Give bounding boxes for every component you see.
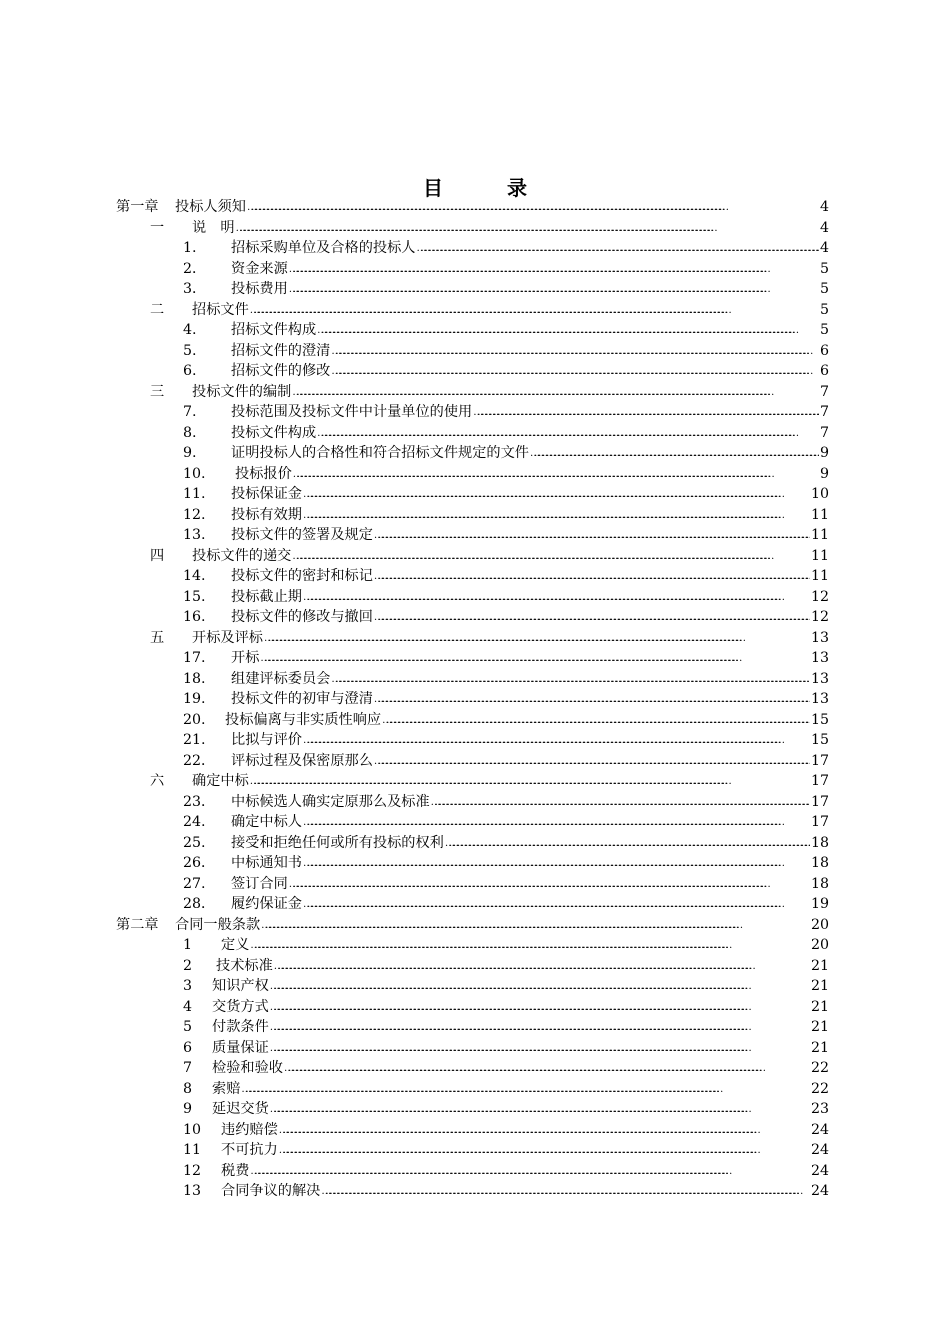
toc-entry-number: 21. [183, 732, 206, 748]
toc-entry-number: 2 [183, 957, 193, 974]
toc-entry[interactable] [0, 279, 950, 299]
toc-entry-number: 18. [183, 670, 206, 687]
toc-entry-number: 1. [183, 240, 197, 256]
toc-entry-label: 投标文件的签署及规定 [231, 527, 373, 543]
toc-entry-number: 10. [183, 465, 206, 482]
toc-entry-number: 20. [183, 711, 206, 728]
toc-entry-label: 付款条件 [212, 1019, 269, 1035]
toc-entry-label: 确定中标人 [231, 814, 302, 830]
toc-entry-page: 11 [810, 527, 829, 543]
toc-entry[interactable] [0, 1017, 950, 1037]
toc-leader-dots [236, 218, 819, 240]
toc-entry[interactable] [0, 1120, 950, 1140]
toc-entry-label: 合同争议的解决 [221, 1183, 321, 1199]
toc-entry[interactable] [0, 1058, 950, 1078]
toc-entry-page: 7 [819, 424, 829, 441]
toc-leader-dots [374, 689, 810, 711]
toc-entry[interactable] [0, 976, 950, 996]
toc-entry-label: 资金来源 [231, 260, 288, 277]
toc-title-char-2: 录 [507, 176, 527, 200]
toc-entry[interactable] [0, 771, 950, 791]
toc-entry-label: 投标文件的密封和标记 [231, 568, 373, 584]
toc-leader-dots [270, 997, 810, 1019]
toc-leader-dots [303, 812, 810, 834]
toc-entry-label: 组建评标委员会 [231, 670, 331, 687]
toc-entry-page: 15 [810, 711, 829, 728]
toc-entry-number: 26． [183, 855, 216, 871]
toc-entry-page: 18 [810, 855, 829, 871]
toc-leader-dots [270, 976, 810, 998]
toc-entry-number: 3． [183, 281, 207, 297]
toc-entry[interactable] [0, 648, 950, 668]
toc-entry-page: 12 [810, 588, 829, 605]
toc-leader-dots [284, 1058, 810, 1080]
toc-entry-label: 投标费用 [231, 281, 288, 297]
toc-entry[interactable] [0, 792, 950, 812]
toc-entry[interactable] [0, 1099, 950, 1119]
toc-entry-label: 延迟交货 [212, 1101, 269, 1117]
toc-leader-dots [331, 361, 819, 383]
toc-entry-page: 5 [819, 260, 829, 277]
toc-entry[interactable] [0, 464, 950, 484]
toc-leader-dots [270, 1038, 810, 1060]
toc-entry-page: 21 [810, 1039, 829, 1056]
toc-leader-dots [292, 382, 819, 404]
toc-entry[interactable] [0, 259, 950, 279]
toc-leader-dots [289, 279, 819, 301]
toc-leader-dots [303, 587, 810, 609]
toc-entry-page: 21 [810, 1019, 829, 1035]
toc-leader-dots [289, 259, 819, 281]
toc-entry-number: 11. [183, 486, 206, 502]
toc-entry-number: 27. [183, 875, 206, 892]
toc-leader-dots [289, 874, 810, 896]
toc-entry[interactable] [0, 484, 950, 504]
toc-entry-number: 3 [183, 978, 193, 994]
toc-entry-number: 4. [183, 322, 197, 338]
toc-entry-label: 违约赔偿 [221, 1121, 278, 1138]
toc-entry-page: 13 [810, 691, 829, 707]
toc-leader-dots [473, 402, 819, 424]
toc-entry-page: 18 [810, 834, 829, 851]
toc-entry[interactable] [0, 238, 950, 258]
toc-entry-number: 4 [183, 998, 193, 1015]
toc-entry-label: 接受和拒绝任何或所有投标的权利 [231, 834, 444, 851]
toc-entry[interactable] [0, 402, 950, 422]
toc-entry-number: 17. [183, 650, 206, 666]
toc-entry[interactable] [0, 546, 950, 566]
toc-leader-dots [279, 1120, 810, 1142]
toc-entry-page: 9 [819, 465, 829, 482]
toc-entry-label: 技术标准 [216, 957, 273, 974]
toc-entry-label: 投标偏离与非实质性响应 [225, 711, 382, 728]
toc-leader-dots [247, 197, 819, 219]
toc-entry[interactable] [0, 935, 950, 955]
toc-leader-dots [250, 1161, 810, 1183]
toc-entry[interactable] [0, 1181, 950, 1201]
toc-entry-label: 投标文件构成 [231, 424, 317, 441]
toc-leader-dots [317, 423, 819, 445]
toc-entry[interactable] [0, 997, 950, 1017]
toc-entry-label: 税费 [221, 1162, 250, 1179]
toc-entry-number: 六 [150, 773, 165, 789]
toc-entry-number: 二 [150, 301, 165, 318]
toc-leader-dots [303, 505, 810, 527]
toc-entry-number: 第一章 [116, 199, 159, 215]
toc-entry-number: 24. [183, 814, 206, 830]
toc-leader-dots [321, 1181, 810, 1203]
toc-leader-dots [279, 1140, 810, 1162]
toc-entry[interactable] [0, 1161, 950, 1181]
toc-entry-label: 不可抗力 [221, 1142, 278, 1158]
toc-entry[interactable] [0, 361, 950, 381]
toc-entry-number: 13. [183, 527, 206, 543]
toc-entry-label: 招标采购单位及合格的投标人 [231, 240, 416, 256]
toc-entry[interactable] [0, 341, 950, 361]
toc-leader-dots [374, 751, 810, 773]
toc-leader-dots [261, 915, 810, 937]
toc-leader-dots [374, 525, 810, 547]
toc-leader-dots [250, 935, 810, 957]
toc-entry-page: 6 [819, 342, 829, 359]
toc-entry-number: 7 [183, 1060, 193, 1076]
toc-entry-number: 16. [183, 609, 206, 625]
toc-leader-dots [331, 341, 819, 363]
toc-entry-number: 四 [150, 547, 165, 564]
toc-entry-label: 招标文件构成 [231, 322, 317, 338]
toc-entry-number: 25. [183, 834, 206, 851]
toc-entry-number: 10 [183, 1121, 202, 1138]
toc-entry-label: 招标文件的修改 [231, 363, 331, 379]
toc-entry-number: 8. [183, 424, 197, 441]
toc-entry-label: 确定中标 [192, 773, 249, 789]
toc-entry[interactable] [0, 505, 950, 525]
toc-entry[interactable] [0, 320, 950, 340]
toc-leader-dots [416, 238, 819, 260]
toc-leader-dots [374, 607, 810, 629]
toc-entry[interactable] [0, 710, 950, 730]
toc-entry-page: 5 [819, 322, 829, 338]
toc-entry-label: 开标 [231, 650, 260, 666]
toc-leader-dots [264, 628, 810, 650]
toc-entry[interactable] [0, 382, 950, 402]
toc-leader-dots [303, 894, 810, 916]
toc-entry-number: 6 [183, 1039, 193, 1056]
toc-leader-dots [241, 1079, 810, 1101]
toc-entry-number: 五 [150, 629, 165, 646]
toc-leader-dots [270, 1099, 810, 1121]
toc-entry-page: 7 [819, 383, 829, 400]
toc-entry-label: 定义 [221, 937, 250, 953]
toc-entry-label: 检验和验收 [212, 1060, 283, 1076]
toc-entry-label: 履约保证金 [231, 896, 302, 912]
toc-entry-label: 索赔 [212, 1080, 241, 1097]
toc-entry-label: 签订合同 [231, 875, 288, 892]
toc-entry-number: 8 [183, 1080, 193, 1097]
toc-entry-page: 21 [810, 957, 829, 974]
toc-entry-label: 中标候选人确实定原那么及标准 [231, 793, 430, 810]
toc-entry-page: 18 [810, 875, 829, 892]
toc-leader-dots [292, 546, 810, 568]
toc-entry-label: 投标文件的修改与撤回 [231, 609, 373, 625]
toc-entry[interactable] [0, 874, 950, 894]
toc-leader-dots [293, 464, 819, 486]
toc-entry-page: 21 [810, 978, 829, 994]
toc-entry[interactable] [0, 751, 950, 771]
toc-entry-label: 投标报价 [235, 465, 292, 482]
toc-entry-number: 13 [183, 1183, 202, 1199]
toc-entry-number: 23． [183, 793, 216, 810]
toc-entry[interactable] [0, 1079, 950, 1099]
toc-entry-page: 4 [819, 240, 829, 256]
toc-entry-page: 5 [819, 281, 829, 297]
toc-entry[interactable] [0, 218, 950, 238]
toc-entry-page: 24 [810, 1142, 829, 1158]
toc-entry-number: 5 [183, 1019, 193, 1035]
toc-entry-label: 合同一般条款 [175, 916, 261, 933]
toc-leader-dots [250, 300, 819, 322]
toc-entry[interactable] [0, 1140, 950, 1160]
toc-entry-page: 23 [810, 1101, 829, 1117]
toc-entry-number: 11 [183, 1142, 202, 1158]
toc-entry-label: 投标文件的初审与澄清 [231, 691, 373, 707]
toc-leader-dots [303, 853, 810, 875]
toc-entry-number: 三 [150, 383, 165, 400]
toc-entry-number: 6. [183, 363, 197, 379]
toc-entry-number: 14. [183, 568, 206, 584]
toc-leader-dots [331, 669, 810, 691]
toc-entry-number: 22． [183, 752, 216, 769]
toc-leader-dots [260, 648, 810, 670]
toc-entry-number: 5. [183, 342, 197, 359]
toc-entry-page: 13 [810, 670, 829, 687]
toc-entry-number: 15. [183, 588, 206, 605]
toc-entry-page: 6 [819, 363, 829, 379]
toc-entry-label: 投标人须知 [175, 199, 246, 215]
toc-title-char-1: 目 [423, 176, 443, 200]
toc-entry-number: 7. [183, 404, 197, 420]
toc-entry-page: 4 [819, 199, 829, 215]
toc-entry-label: 中标通知书 [231, 855, 302, 871]
toc-entry[interactable] [0, 730, 950, 750]
toc-entry[interactable] [0, 1038, 950, 1058]
toc-entry-label: 投标保证金 [231, 486, 302, 502]
toc-entry-label: 投标有效期 [231, 506, 302, 523]
toc-entry-page: 21 [810, 998, 829, 1015]
toc-entry-page: 12 [810, 609, 829, 625]
toc-entry-page: 11 [810, 547, 829, 564]
toc-entry-page: 13 [810, 650, 829, 666]
toc-entry-page: 24 [810, 1183, 829, 1199]
toc-entry-page: 19 [810, 896, 829, 912]
toc-entry-page: 17 [810, 773, 829, 789]
toc-entry-label: 质量保证 [212, 1039, 269, 1056]
toc-entry-page: 22 [810, 1080, 829, 1097]
toc-entry[interactable] [0, 197, 950, 217]
toc-entry-number: 9 [183, 1101, 193, 1117]
toc-entry[interactable] [0, 607, 950, 627]
toc-entry[interactable] [0, 853, 950, 873]
toc-entry-page: 11 [810, 506, 829, 523]
toc-entry-page: 15 [810, 732, 829, 748]
toc-leader-dots [250, 771, 810, 793]
toc-entry[interactable] [0, 812, 950, 832]
toc-entry-page: 9 [819, 445, 829, 461]
toc-entry-label: 证明投标人的合格性和符合招标文件规定的文件 [231, 445, 529, 461]
toc-leader-dots [431, 792, 810, 814]
toc-entry[interactable] [0, 587, 950, 607]
toc-entry[interactable] [0, 566, 950, 586]
toc-entry-label: 交货方式 [212, 998, 269, 1015]
toc-entry-page: 5 [819, 301, 829, 318]
toc-entry-label: 投标文件的编制 [192, 383, 292, 400]
toc-entry-page: 24 [810, 1121, 829, 1138]
toc-entry-number: 一 [150, 219, 165, 236]
toc-leader-dots [382, 710, 810, 732]
toc-entry-label: 知识产权 [212, 978, 269, 994]
toc-entry-label: 投标截止期 [231, 588, 302, 605]
toc-entry-number: 12 [183, 1162, 202, 1179]
toc-entry-page: 17 [810, 793, 829, 810]
toc-entry-number: 19. [183, 691, 206, 707]
toc-entry-page: 17 [810, 814, 829, 830]
toc-entry-page: 22 [810, 1060, 829, 1076]
toc-entry-page: 24 [810, 1162, 829, 1179]
toc-entry-label: 招标文件 [192, 301, 249, 318]
toc-leader-dots [303, 484, 810, 506]
toc-entry[interactable] [0, 915, 950, 935]
toc-leader-dots [303, 730, 810, 752]
toc-entry-page: 17 [810, 752, 829, 769]
toc-entry[interactable] [0, 689, 950, 709]
toc-entry-number: 第二章 [116, 916, 159, 933]
toc-entry[interactable] [0, 894, 950, 914]
toc-entry-label: 评标过程及保密原那么 [231, 752, 373, 769]
toc-entry[interactable] [0, 833, 950, 853]
toc-entry[interactable] [0, 525, 950, 545]
toc-leader-dots [317, 320, 819, 342]
toc-leader-dots [274, 956, 810, 978]
toc-entry-label: 说 明 [192, 219, 235, 236]
toc-entry-label: 开标及评标 [192, 629, 263, 646]
toc-leader-dots [374, 566, 810, 588]
toc-leader-dots [270, 1017, 810, 1039]
toc-entry[interactable] [0, 628, 950, 648]
toc-entry[interactable] [0, 956, 950, 976]
toc-leader-dots [530, 443, 819, 465]
toc-entry[interactable] [0, 423, 950, 443]
toc-entry-page: 20 [810, 937, 829, 953]
toc-entry-page: 11 [810, 568, 829, 584]
toc-entry-page: 4 [819, 219, 829, 236]
toc-entry-number: 2． [183, 260, 207, 277]
toc-leader-dots [445, 833, 810, 855]
toc-entry-label: 投标范围及投标文件中计量单位的使用 [231, 404, 473, 420]
toc-entry[interactable] [0, 300, 950, 320]
toc-entry-number: 1 [183, 937, 193, 953]
toc-entry[interactable] [0, 443, 950, 463]
toc-entry-label: 招标文件的澄清 [231, 342, 331, 359]
toc-entry-label: 比拟与评价 [231, 732, 302, 748]
toc-entry-page: 20 [810, 916, 829, 933]
toc-entry-page: 13 [810, 629, 829, 646]
toc-entry-page: 7 [819, 404, 829, 420]
toc-entry-number: 9. [183, 445, 197, 461]
toc-entry-number: 12. [183, 506, 206, 523]
toc-entry[interactable] [0, 669, 950, 689]
toc-entry-number: 28． [183, 896, 216, 912]
toc-entry-page: 10 [810, 486, 829, 502]
toc-entry-label: 投标文件的递交 [192, 547, 292, 564]
